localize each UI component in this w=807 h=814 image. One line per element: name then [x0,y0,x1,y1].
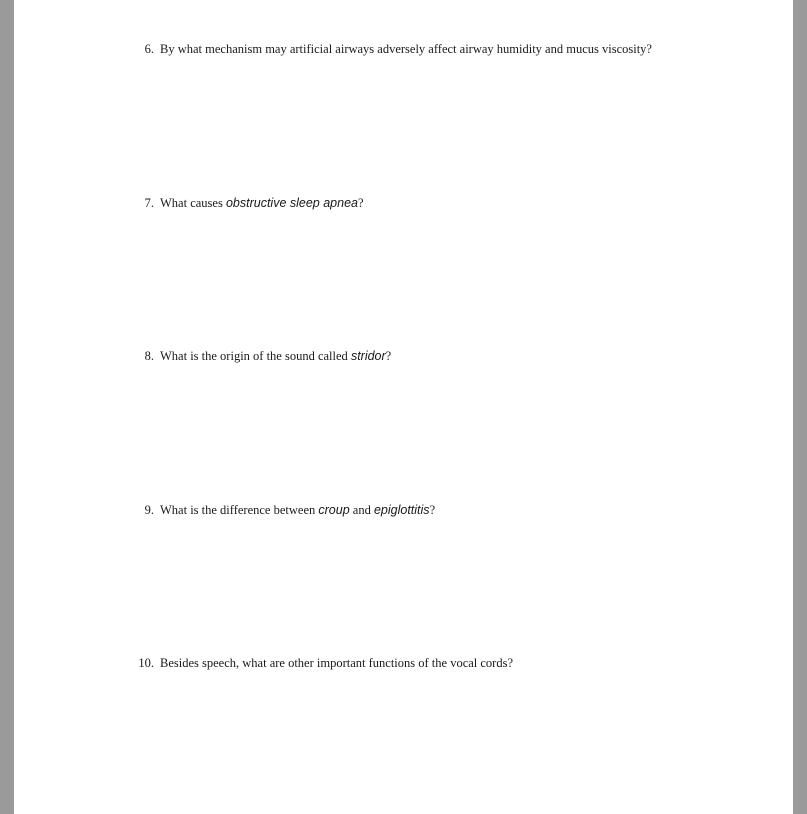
question-text [160,348,391,364]
question-text [160,655,513,671]
question-text [160,195,364,211]
question-number: 8. [144,349,154,363]
question-text-segment: Besides speech, what are other important functions of the vocal cords? [160,656,514,670]
key-term: croup [318,503,350,517]
question-text-segment: ? [357,196,364,210]
question-text [160,502,435,518]
question-text-segment: ? [429,503,436,517]
question-number: 10. [138,656,154,670]
question-number: 7. [144,196,154,210]
key-term: stridor [350,349,386,363]
question-text-segment: What is the difference between [160,503,319,517]
question-number: 9. [144,503,154,517]
question-number: 6. [144,42,154,56]
question-text-segment: What is the origin of the sound called [160,349,351,363]
key-term: obstructive sleep apnea [225,196,358,210]
key-term: epiglottitis [373,503,430,517]
question-text-segment: What causes [160,196,226,210]
question-text-segment: By what mechanism may artificial airways adversely affect airway humidity and mucus viscosity? [160,42,652,56]
question-text-segment: and [349,503,374,517]
question-text [160,41,652,57]
question-text-segment: ? [385,349,392,363]
worksheet-page [14,0,793,814]
